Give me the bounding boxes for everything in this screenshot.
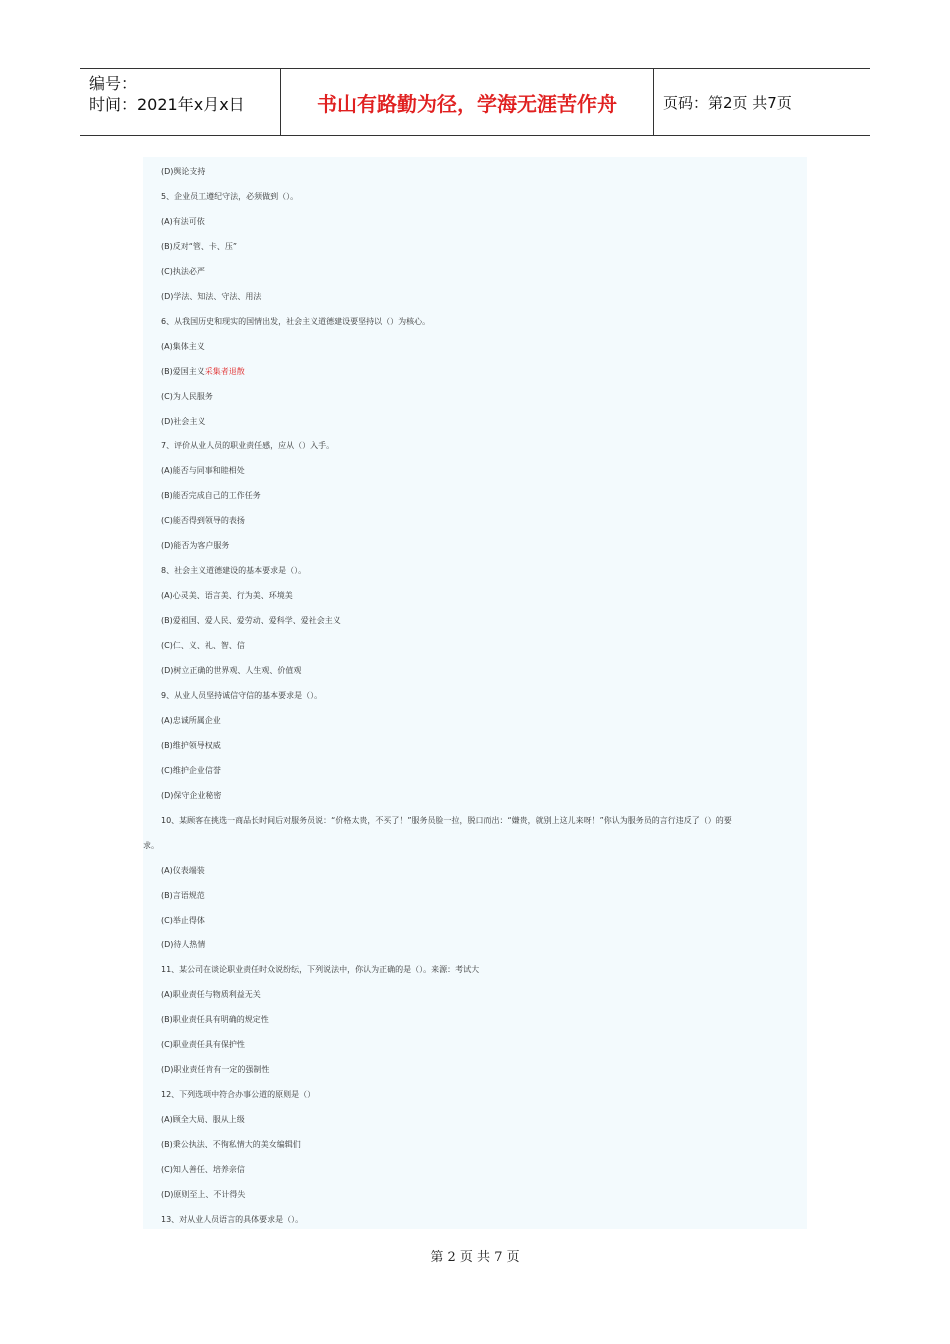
option-line-text: (D)社会主义 (161, 416, 206, 426)
question-line (161, 1214, 303, 1225)
option-line-text: (A)职业责任与物质利益无关 (161, 990, 261, 1000)
question-line (161, 316, 430, 327)
option-line-text: (A)心灵美、语言美、行为美、环境美 (161, 591, 293, 601)
watermark-text: 采集者退散 (204, 366, 245, 376)
question-line-text: 13、对从业人员语言的具体要求是（）。 (161, 1214, 304, 1224)
option-line-text: (D)学法、知法、守法、用法 (161, 291, 262, 301)
option-line-text: (D)保守企业秘密 (161, 790, 222, 800)
page-header (80, 68, 870, 136)
option-line-text: (A)仪表端装 (161, 865, 205, 875)
option-line (161, 590, 293, 601)
question-continuation-line (143, 840, 159, 851)
option-line-text: (D)待人热情 (161, 940, 206, 950)
question-line (161, 440, 334, 451)
option-line-text: (C)仁、义、礼、智、信 (161, 641, 245, 651)
option-line (161, 366, 245, 377)
page-footer: 第 2 页 共 7 页 (430, 1250, 520, 1265)
option-line (161, 515, 245, 526)
option-line-text: (D)职业责任肯有一定的强制性 (161, 1065, 270, 1075)
option-line (161, 915, 205, 926)
question-line (161, 690, 322, 701)
question-line-text: 10、某顾客在挑选一商品长时间后对服务员说：“价格太贵，不买了！”服务员脸一拉，脱口而出：“嫌贵，就别上这儿来呀！”你认为服务员的言行违反了（）的要 (161, 815, 732, 825)
question-line (161, 191, 298, 202)
option-line (161, 1039, 245, 1050)
option-line (161, 640, 245, 651)
option-line-text: (A)忠诚所属企业 (161, 715, 221, 725)
option-line (161, 1064, 269, 1075)
option-line (161, 715, 221, 726)
option-line (161, 615, 341, 626)
option-line-text: (B)言语规范 (161, 890, 205, 900)
option-line (161, 765, 221, 776)
question-line-text: 7、评价从业人员的职业责任感，应从（）入手。 (161, 441, 335, 451)
option-line (161, 490, 261, 501)
option-line-text: (A)集体主义 (161, 341, 205, 351)
option-line-text: (B)能否完成自己的工作任务 (161, 491, 261, 501)
option-line-text: (B)爱国主义 (161, 366, 205, 376)
header-motto: 书山有路勤为径，学海无涯苦作舟 (281, 69, 654, 135)
question-line (161, 1089, 315, 1100)
option-line-text: (B)反对“管、卡、压” (161, 241, 238, 251)
document-time-label: 时间：2021年x月x日 (89, 95, 245, 114)
question-content-area (143, 157, 807, 1229)
option-line (161, 416, 205, 427)
question-line-text: 9、从业人员坚持诚信守信的基本要求是（）。 (161, 690, 323, 700)
question-line-text: 12、下列选项中符合办事公道的原则是（） (161, 1090, 316, 1100)
option-line-text: (A)能否与同事和睦相处 (161, 466, 245, 476)
option-line (161, 1139, 301, 1150)
option-line (161, 391, 213, 402)
option-line-text: (C)执法必严 (161, 266, 205, 276)
option-line (161, 939, 205, 950)
option-line (161, 1114, 245, 1125)
question-continuation-line-text: 求。 (143, 840, 159, 850)
option-line (161, 241, 237, 252)
question-line (161, 815, 732, 826)
question-line-text: 5、企业员工遵纪守法，必须做到（）。 (161, 191, 299, 201)
option-line-text: (C)能否得到领导的表扬 (161, 516, 245, 526)
option-line-text: (B)维护领导权威 (161, 740, 221, 750)
option-line (161, 465, 245, 476)
option-line (161, 790, 221, 801)
option-line (161, 1014, 269, 1025)
header-page-info: 页码：第2页 共7页 (663, 93, 792, 112)
option-line (161, 989, 261, 1000)
option-line (161, 665, 301, 676)
option-line (161, 266, 205, 277)
option-line-text: (B)职业责任具有明确的规定性 (161, 1015, 269, 1025)
question-line-text: 11、某公司在谈论职业责任时众说纷纭，下列说法中，你认为正确的是（）。来源：考试大 (161, 965, 480, 975)
option-line (161, 216, 205, 227)
document-number-label: 编号： (89, 74, 138, 93)
option-line-text: (D)树立正确的世界观、人生观、价值观 (161, 666, 302, 675)
option-line (161, 540, 229, 551)
option-line (161, 291, 261, 302)
option-line-text: (D)舆论支持 (161, 167, 206, 176)
option-line (161, 166, 205, 177)
option-line-text: (D)能否为客户服务 (161, 541, 230, 551)
question-line (161, 565, 306, 576)
option-line (161, 865, 205, 876)
option-line (161, 1189, 245, 1200)
question-line (161, 964, 479, 975)
option-line-text: (B)爱祖国、爱人民、爱劳动、爱科学、爱社会主义 (161, 616, 341, 626)
option-line (161, 740, 221, 751)
option-line-text: (C)为人民服务 (161, 391, 213, 401)
question-line-text: 8、社会主义道德建设的基本要求是（）。 (161, 566, 307, 576)
header-meta (80, 69, 281, 135)
option-line-text: (D)原则至上、不计得失 (161, 1189, 246, 1199)
option-line-text: (C)知人善任、培养亲信 (161, 1165, 245, 1174)
option-line-text: (A)顾全大局、服从上级 (161, 1115, 245, 1125)
option-line (161, 341, 205, 352)
option-line-text: (C)举止得体 (161, 915, 205, 925)
option-line-text: (A)有法可依 (161, 216, 205, 226)
option-line-text: (C)职业责任具有保护性 (161, 1040, 245, 1050)
question-line-text: 6、从我国历史和现实的国情出发，社会主义道德建设要坚持以（）为核心。 (161, 316, 431, 326)
option-line-text: (C)维护企业信誉 (161, 765, 221, 775)
option-line-text: (B)秉公执法、不徇私情大的美女编辑们 (161, 1140, 301, 1150)
option-line (161, 1164, 245, 1175)
option-line (161, 890, 205, 901)
